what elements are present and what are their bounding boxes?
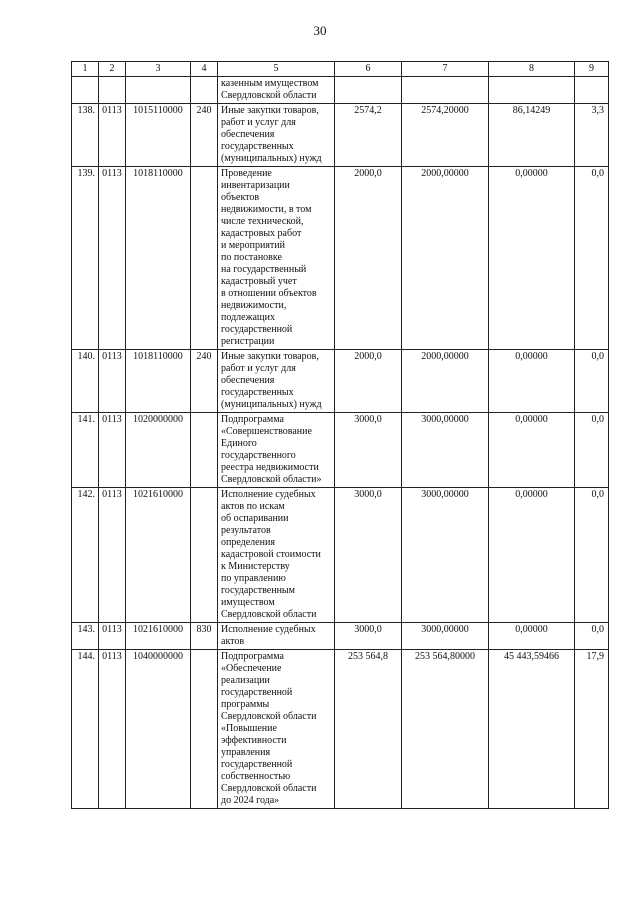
item-name: Исполнение судебных актов	[218, 623, 335, 650]
expense-type-code: 830	[191, 623, 218, 650]
table-row	[72, 167, 609, 350]
item-name: Подпрограмма «Обеспечение реализации государственной программы Свердловской области «Повышение эффективности управления государственной собственностью Свердловской области до 2024 года»	[218, 650, 335, 809]
row-number: 138.	[72, 104, 99, 167]
amount-col-8: 0,00000	[489, 350, 575, 413]
amount-col-6: 3000,0	[335, 413, 402, 488]
amount-col-6: 2000,0	[335, 167, 402, 350]
row-number: 143.	[72, 623, 99, 650]
section-code: 0113	[99, 488, 126, 623]
expense-type-code: 240	[191, 350, 218, 413]
section-code: 0113	[99, 623, 126, 650]
expense-type-code	[191, 650, 218, 809]
item-name: Подпрограмма «Совершенствование Единого государственного реестра недвижимости Свердловской области»	[218, 413, 335, 488]
target-article-code: 1020000000	[126, 413, 191, 488]
amount-col-7: 3000,00000	[402, 488, 489, 623]
table-row	[72, 350, 609, 413]
target-article-code: 1018110000	[126, 350, 191, 413]
amount-col-7: 2000,00000	[402, 167, 489, 350]
item-name: Иные закупки товаров, работ и услуг для обеспечения государственных (муниципальных) нужд	[218, 104, 335, 167]
amount-col-6: 3000,0	[335, 623, 402, 650]
header-col-6: 6	[335, 62, 402, 77]
section-code: 0113	[99, 413, 126, 488]
header-col-8: 8	[489, 62, 575, 77]
header-col-4: 4	[191, 62, 218, 77]
percent-col-9: 17,9	[575, 650, 609, 809]
header-col-5: 5	[218, 62, 335, 77]
row-number	[72, 77, 99, 104]
percent-col-9: 0,0	[575, 623, 609, 650]
amount-col-8: 45 443,59466	[489, 650, 575, 809]
target-article-code: 1040000000	[126, 650, 191, 809]
section-code: 0113	[99, 350, 126, 413]
amount-col-6: 3000,0	[335, 488, 402, 623]
row-number: 140.	[72, 350, 99, 413]
table-row	[72, 413, 609, 488]
item-name: Исполнение судебных актов по искам об оспаривании результатов определения кадастровой стоимости к Министерству по управлению государственным имуществом Свердловской области	[218, 488, 335, 623]
amount-col-8: 0,00000	[489, 413, 575, 488]
target-article-code	[126, 77, 191, 104]
amount-col-8: 0,00000	[489, 488, 575, 623]
amount-col-6	[335, 77, 402, 104]
header-col-2: 2	[99, 62, 126, 77]
percent-col-9	[575, 77, 609, 104]
expense-type-code	[191, 413, 218, 488]
target-article-code: 1018110000	[126, 167, 191, 350]
row-number: 141.	[72, 413, 99, 488]
table-row	[72, 77, 609, 104]
percent-col-9: 0,0	[575, 413, 609, 488]
amount-col-8	[489, 77, 575, 104]
amount-col-8: 86,14249	[489, 104, 575, 167]
section-code: 0113	[99, 650, 126, 809]
header-col-9: 9	[575, 62, 609, 77]
budget-table	[71, 61, 609, 809]
amount-col-7: 2574,20000	[402, 104, 489, 167]
amount-col-7: 2000,00000	[402, 350, 489, 413]
amount-col-8: 0,00000	[489, 623, 575, 650]
item-name: Проведение инвентаризации объектов недвижимости, в том числе технической, кадастровых работ и мероприятий по постановке на государственный кадастровый учет в отношении объектов недвижимости, подлежащих государственной регистрации	[218, 167, 335, 350]
target-article-code: 1015110000	[126, 104, 191, 167]
amount-col-6: 253 564,8	[335, 650, 402, 809]
percent-col-9: 0,0	[575, 167, 609, 350]
section-code: 0113	[99, 167, 126, 350]
amount-col-7: 3000,00000	[402, 623, 489, 650]
amount-col-7: 3000,00000	[402, 413, 489, 488]
item-name: казенным имуществом Свердловской области	[218, 77, 335, 104]
amount-col-7	[402, 77, 489, 104]
amount-col-8: 0,00000	[489, 167, 575, 350]
amount-col-7: 253 564,80000	[402, 650, 489, 809]
percent-col-9: 0,0	[575, 488, 609, 623]
target-article-code: 1021610000	[126, 623, 191, 650]
target-article-code: 1021610000	[126, 488, 191, 623]
table-header-row	[72, 62, 609, 77]
header-col-3: 3	[126, 62, 191, 77]
expense-type-code	[191, 167, 218, 350]
row-number: 142.	[72, 488, 99, 623]
amount-col-6: 2574,2	[335, 104, 402, 167]
table-row	[72, 104, 609, 167]
table-row	[72, 488, 609, 623]
table-row	[72, 650, 609, 809]
percent-col-9: 3,3	[575, 104, 609, 167]
expense-type-code: 240	[191, 104, 218, 167]
expense-type-code	[191, 77, 218, 104]
header-col-7: 7	[402, 62, 489, 77]
header-col-1: 1	[72, 62, 99, 77]
row-number: 144.	[72, 650, 99, 809]
section-code: 0113	[99, 104, 126, 167]
amount-col-6: 2000,0	[335, 350, 402, 413]
table-row	[72, 623, 609, 650]
percent-col-9: 0,0	[575, 350, 609, 413]
item-name: Иные закупки товаров, работ и услуг для обеспечения государственных (муниципальных) нужд	[218, 350, 335, 413]
page-number: 30	[313, 23, 327, 38]
section-code	[99, 77, 126, 104]
row-number: 139.	[72, 167, 99, 350]
expense-type-code	[191, 488, 218, 623]
